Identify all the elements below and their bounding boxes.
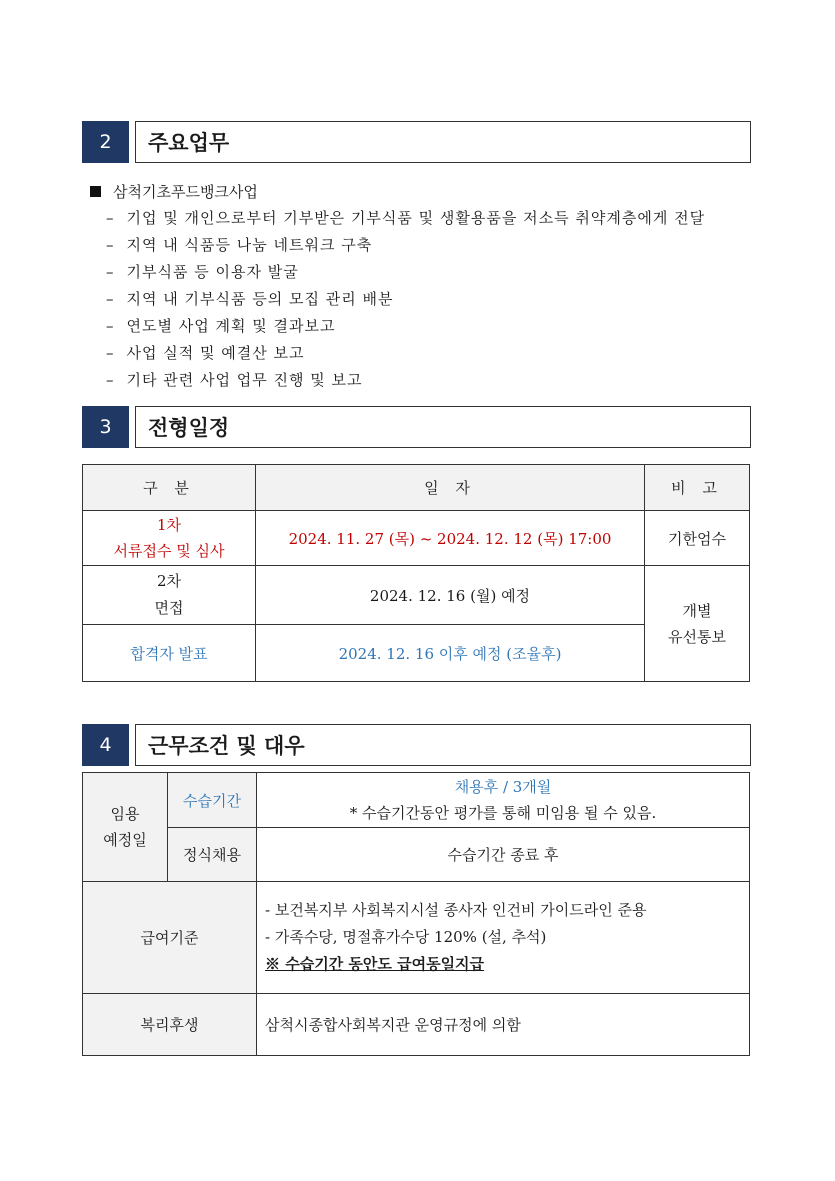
stage-name: 면접: [154, 599, 184, 617]
welfare-value: 삼척시종합사회복지관 운영규정에 의함: [257, 994, 750, 1056]
list-item-text: 사업 실적 및 예결산 보고: [126, 344, 305, 362]
section-number: 4: [82, 724, 129, 766]
note-line: 개별: [682, 601, 712, 620]
section-number: 3: [82, 406, 129, 448]
probation-period: 채용후 / 3개월: [454, 778, 552, 796]
probation-note: * 수습기간동안 평가를 통해 미임용 될 수 있음.: [349, 804, 657, 822]
probation-value: [257, 773, 750, 828]
stage-number: 2차: [156, 572, 182, 590]
salary-line: - 가족수당, 명절휴가수당 120% (설, 추석): [265, 928, 547, 946]
schedule-table: [82, 464, 750, 682]
note-cell: [645, 566, 750, 682]
list-item-text: 연도별 사업 계획 및 결과보고: [126, 317, 336, 335]
list-item: – 기부식품 등 이용자 발굴: [106, 262, 299, 281]
stage-name: 서류접수 및 심사: [113, 542, 225, 560]
list-item: – 연도별 사업 계획 및 결과보고: [106, 316, 336, 335]
duty-main-label: 삼척기초푸드뱅크사업: [113, 182, 258, 201]
list-item: – 사업 실적 및 예결산 보고: [106, 343, 305, 362]
list-item-text: 지역 내 기부식품 등의 모집 관리 배분: [126, 290, 394, 308]
salary-value: [257, 882, 750, 994]
list-item: – 지역 내 식품등 나눔 네트워크 구축: [106, 235, 373, 254]
note-line: 유선통보: [668, 627, 726, 646]
appointment-label: [83, 773, 168, 882]
column-header: 구 분: [83, 465, 256, 511]
list-item-text: 기업 및 개인으로부터 기부받은 기부식품 및 생활용품을 저소득 취약계층에게 전달: [126, 209, 706, 227]
square-bullet-icon: [90, 186, 101, 197]
section-2-header: [82, 121, 751, 163]
date-cell: 2024. 11. 27 (목) ~ 2024. 12. 12 (목) 17:00: [256, 511, 645, 566]
section-title: 근무조건 및 대우: [135, 724, 751, 766]
regular-value: 수습기간 종료 후: [257, 828, 750, 882]
stage-cell: [83, 511, 256, 566]
date-cell: 2024. 12. 16 이후 예정 (조율후): [256, 625, 645, 682]
probation-label: 수습기간: [168, 773, 257, 828]
section-3-header: [82, 406, 751, 448]
label-line: 예정일: [103, 831, 147, 849]
section-4-header: [82, 724, 751, 766]
duty-main-item: [90, 178, 770, 204]
section-number: 2: [82, 121, 129, 163]
stage-cell: 합격자 발표: [83, 625, 256, 682]
column-header: 일 자: [256, 465, 645, 511]
section-title: 주요업무: [135, 121, 751, 163]
list-item: – 기업 및 개인으로부터 기부받은 기부식품 및 생활용품을 저소득 취약계층에게 전달: [106, 208, 706, 227]
stage-cell: [83, 566, 256, 625]
salary-line-emphasis: ※ 수습기간 동안도 급여동일지급: [265, 955, 485, 973]
regular-label: 정식채용: [168, 828, 257, 882]
section-title: 전형일정: [135, 406, 751, 448]
duty-list: [90, 178, 770, 393]
welfare-label: 복리후생: [83, 994, 257, 1056]
list-item-text: 기타 관련 사업 업무 진행 및 보고: [126, 371, 363, 389]
stage-number: 1차: [156, 516, 182, 534]
column-header: 비 고: [645, 465, 750, 511]
note-cell: 기한엄수: [645, 511, 750, 566]
list-item-text: 지역 내 식품등 나눔 네트워크 구축: [126, 236, 373, 254]
salary-line: - 보건복지부 사회복지시설 종사자 인건비 가이드라인 준용: [265, 901, 647, 919]
salary-label: 급여기준: [83, 882, 257, 994]
conditions-table: [82, 772, 750, 1056]
list-item: – 기타 관련 사업 업무 진행 및 보고: [106, 370, 363, 389]
list-item-text: 기부식품 등 이용자 발굴: [126, 263, 299, 281]
date-cell: 2024. 12. 16 (월) 예정: [256, 566, 645, 625]
list-item: – 지역 내 기부식품 등의 모집 관리 배분: [106, 289, 394, 308]
label-line: 임용: [110, 805, 140, 823]
